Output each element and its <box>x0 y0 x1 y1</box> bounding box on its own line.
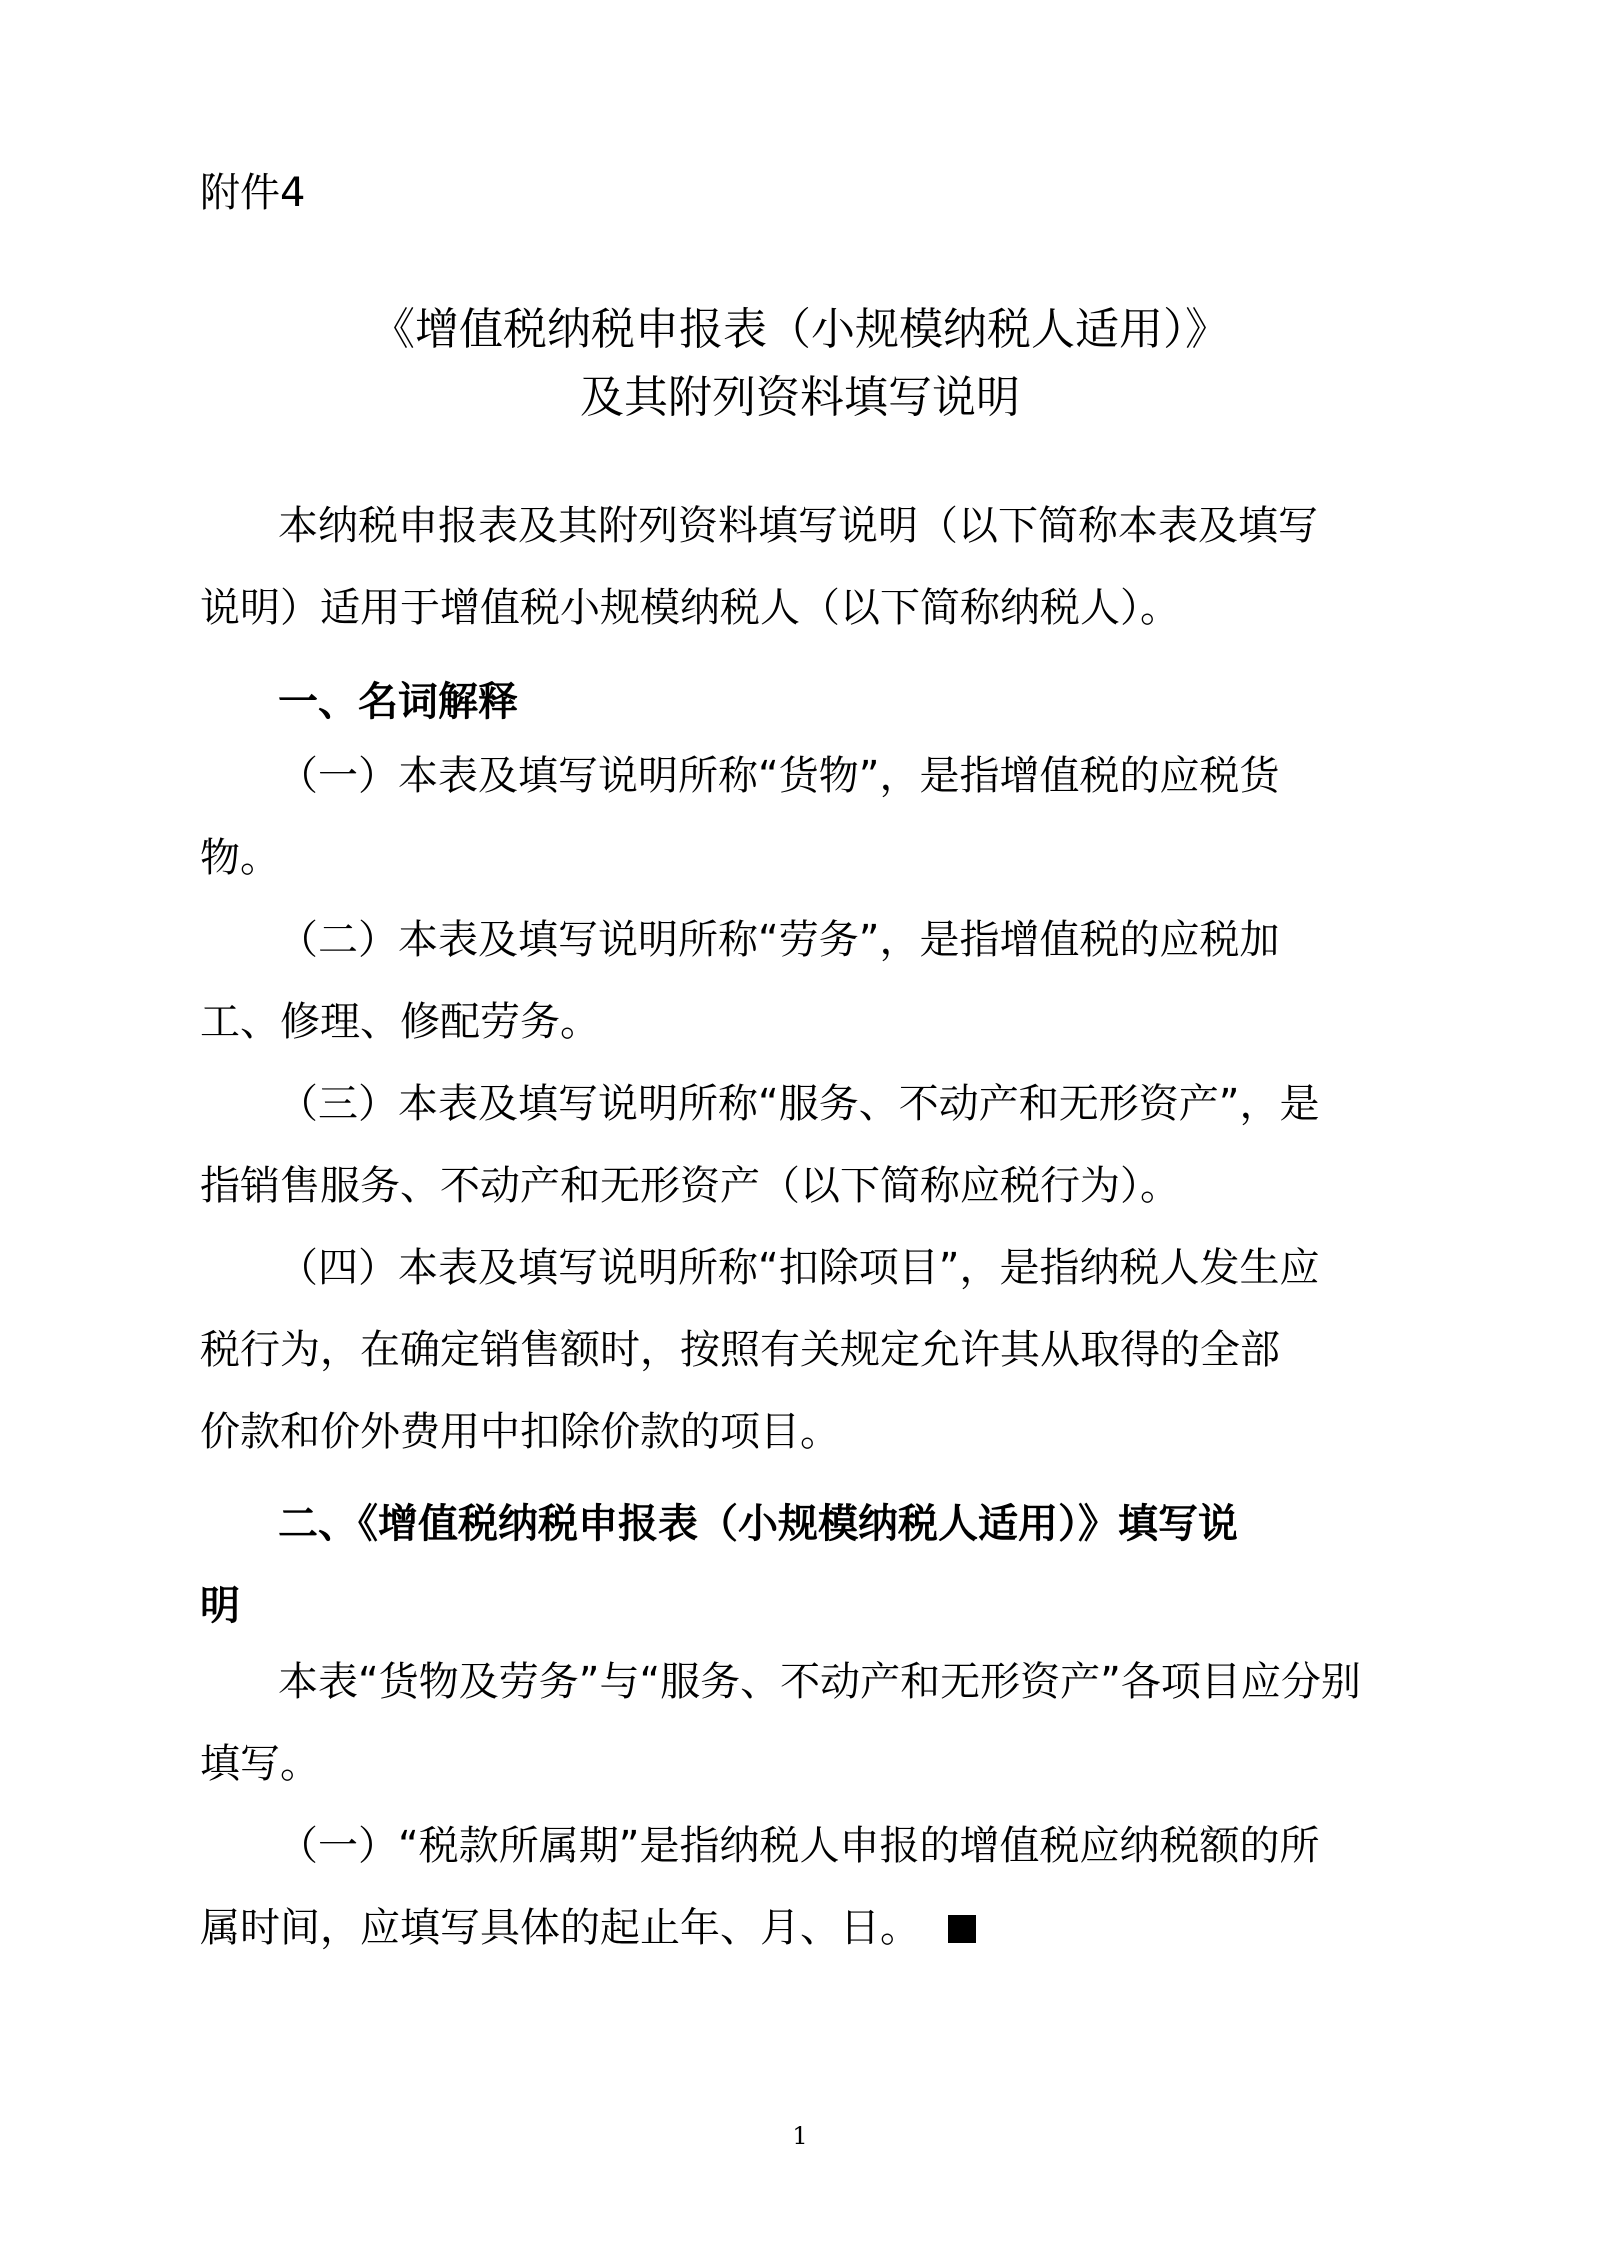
section-2-heading-line-1: 二、《增值税纳税申报表（小规模纳税人适用）》填写说 <box>278 1501 1238 1547</box>
section-2-heading-line-2: 明 <box>200 1583 240 1629</box>
section-2-para-line-1: 本表“货物及劳务”与“服务、不动产和无形资产”各项目应分别 <box>278 1659 1361 1705</box>
section-2-item-1-line-2: 属时间，应填写具体的起止年、月、日。 <box>200 1905 920 1951</box>
section-1-item-1-line-1: （一）本表及填写说明所称“货物”，是指增值税的应税货 <box>278 753 1280 799</box>
section-1-item-1-line-2: 物。 <box>200 835 280 881</box>
section-2-para-line-2: 填写。 <box>200 1741 320 1787</box>
section-1-item-4-line-2: 税行为，在确定销售额时，按照有关规定允许其从取得的全部 <box>200 1327 1280 1373</box>
intro-line-1: 本纳税申报表及其附列资料填写说明（以下简称本表及填写 <box>278 503 1318 549</box>
page-number: 1 <box>792 2122 808 2150</box>
section-1-item-3-line-2: 指销售服务、不动产和无形资产（以下简称应税行为）。 <box>200 1163 1180 1209</box>
attachment-label: 附件4 <box>200 170 306 216</box>
section-1-item-3-line-1: （三）本表及填写说明所称“服务、不动产和无形资产”，是 <box>278 1081 1320 1127</box>
section-1-item-2-line-2: 工、修理、修配劳务。 <box>200 999 600 1045</box>
title-line-2: 及其附列资料填写说明 <box>580 372 1020 423</box>
section-1-heading: 一、名词解释 <box>278 679 518 725</box>
intro-line-2: 说明）适用于增值税小规模纳税人（以下简称纳税人）。 <box>200 585 1180 631</box>
section-1-item-2-line-1: （二）本表及填写说明所称“劳务”，是指增值税的应税加 <box>278 917 1280 963</box>
section-1-item-4-line-1: （四）本表及填写说明所称“扣除项目”，是指纳税人发生应 <box>278 1245 1320 1291</box>
section-2-item-1-line-2-container <box>200 1900 976 1956</box>
section-1-item-4-line-3: 价款和价外费用中扣除价款的项目。 <box>200 1409 840 1455</box>
title-line-1: 《增值税纳税申报表（小规模纳税人适用）》 <box>371 304 1229 355</box>
end-marker-square-icon <box>948 1915 976 1943</box>
section-2-item-1-line-1: （一）“税款所属期”是指纳税人申报的增值税应纳税额的所 <box>278 1823 1320 1869</box>
